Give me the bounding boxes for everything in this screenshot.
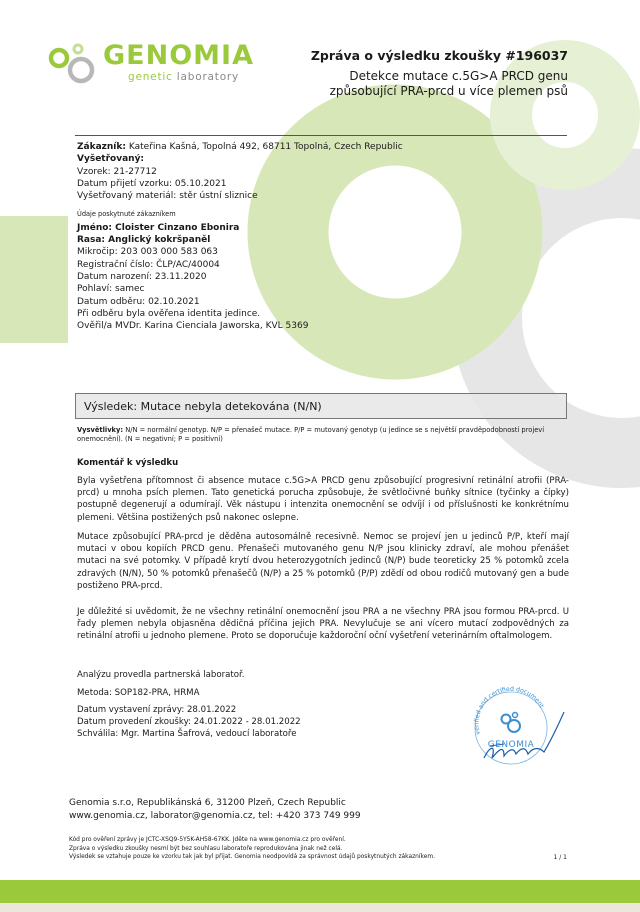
verified-by: Ověřil/a MVDr. Karina Cienciala Jaworska, KVL 5369: [77, 321, 309, 332]
address-line: Genomia s.r.o, Republikánská 6, 31200 Plzeň, Czech Republic: [69, 798, 346, 808]
examined-label: [77, 153, 567, 165]
received-date: Datum přijetí vzorku: 05.10.2021: [77, 178, 227, 189]
customer-label: Zákazník:: [77, 142, 126, 152]
test-dates: Datum provedení zkoušky: 24.01.2022 - 28.01.2022: [77, 717, 301, 728]
dog-name: Jméno: Cloister Cinzano Ebonira: [77, 222, 240, 233]
registration-number: Registrační číslo: ČLP/AC/40004: [77, 259, 220, 270]
footer-beige-strip: [0, 903, 640, 912]
dog-breed: Rasa: Anglický kokršpaněl: [77, 235, 211, 246]
fine-print: [69, 836, 549, 862]
legend-text: N/N = normální genotyp. N/P = přenašeč mutace. P/P = mutovaný genotyp (u jedince se s největší pravděpodobností projeví onemocnění). (N = negativní; P = positivní): [77, 426, 545, 443]
sample-material: Vyšetřovaný materiál: stěr ústní sliznice: [77, 191, 258, 202]
microchip: Mikročip: 203 003 000 583 063: [77, 247, 218, 258]
subtitle-line-1: Detekce mutace c.5G>A PRCD genu: [349, 69, 568, 83]
collection-date: Datum odběru: 02.10.2021: [77, 296, 200, 307]
header-divider: [75, 135, 567, 136]
report-subtitle: [311, 69, 568, 99]
comment-paragraph-3: Je důležité si uvědomit, že ne všechny retinální onemocnění jsou PRA a ne všechny PRA jsou formou PRA-prcd. U řady plemen nebyla objasněna dědičná příčina jejich PRA. Nevylučuje se ani vícero mutací zodpovědných za retinální atrofii u jednoho plemene. Proto se doporučuje každoroční oční vyšetření veterinárním oftalmologem.: [77, 607, 569, 642]
logo-wordmark: GENOMIA: [103, 40, 254, 71]
contact-line: www.genomia.cz, laborator@genomia.cz, tel: +420 373 749 999: [69, 810, 361, 821]
logo-tagline: [128, 71, 239, 83]
subtitle-line-2: způsobující PRA-prcd u více plemen psů: [329, 84, 568, 98]
sample-info: [77, 141, 567, 332]
identity-verified: Při odběru byla ověřena identita jedince.: [77, 308, 261, 319]
tagline-rest: laboratory: [176, 71, 240, 83]
customer-line: [77, 141, 567, 153]
sex: Pohlaví: samec: [77, 284, 145, 295]
logo-circles-icon: [48, 43, 100, 89]
report-title: Zpráva o výsledku zkoušky #196037: [310, 48, 568, 63]
birth-date: Datum narození: 23.11.2020: [77, 271, 207, 282]
report-dates: [77, 704, 301, 741]
certification-stamp: [470, 686, 580, 768]
legend: [77, 426, 569, 444]
stamp-signature-icon: [470, 686, 580, 768]
decorative-green-block: [0, 216, 68, 343]
customer-value: Kateřina Kašná, Topolná 492, 68711 Topolná, Czech Republic: [128, 142, 403, 152]
stamp-logo-text: GENOMIA: [487, 740, 535, 750]
examined-label-text: Vyšetřovaný:: [77, 154, 145, 165]
method: Metoda: SOP182-PRA, HRMA: [77, 688, 200, 698]
report-header: [311, 48, 568, 99]
tagline-accent: genetic: [128, 71, 173, 83]
result-text: Výsledek: Mutace nebyla detekována (N/N): [84, 400, 322, 413]
reproduction-note: Zpráva o výsledku zkoušky nesmí být bez souhlasu laboratoře reprodukována jinak než celá.: [69, 845, 343, 852]
liability-note: Výsledek se vztahuje pouze ke vzorku tak jak byl přijat. Genomia neodpovídá za správnost údajů poskytnutých zákazníkem.: [69, 854, 435, 861]
customer-data-note: Údaje poskytnuté zákazníkem: [77, 210, 176, 219]
approved-by: Schválila: Mgr. Martina Šafrová, vedoucí laboratoře: [77, 729, 297, 740]
stamp-ring-text: verified and certified document: [473, 686, 545, 736]
comment-paragraph-1: Byla vyšetřena přítomnost či absence mutace c.5G>A PRCD genu způsobující progresivní retinální atrofii (PRA-prcd) u mnoha psích plemen. Tato genetická porucha způsobuje, že světločivné buňky sítnice (tyčinky a čípky) postupně degenerují a odumírají. Věk nástupu i intenzita onemocnění se odvíjí i od příslušnosti ke konkrétnímu plemeni. Většina postižených psů nakonec oslepne.: [77, 476, 569, 523]
verification-code-note: Kód pro ověření zprávy je JCTC-XSQ9-5Y5K-AH58-67KK. Jděte na www.genomia.cz pro ověření.: [69, 837, 346, 843]
issue-date: Datum vystavení zprávy: 28.01.2022: [77, 705, 237, 715]
footer-green-band: [0, 880, 640, 903]
comment-heading: Komentář k výsledku: [77, 458, 179, 468]
legend-label: Vysvětlivky:: [77, 426, 124, 434]
page-number: 1 / 1: [553, 854, 567, 861]
company-address: [69, 797, 361, 822]
partner-lab-note: Analýzu provedla partnerská laboratoř.: [77, 670, 245, 680]
genomia-logo: [48, 40, 278, 90]
comment-paragraph-2: Mutace způsobující PRA-prcd je děděna autosomálně recesivně. Nemoc se projeví jen u jedinců P/P, kteří mají mutaci v obou kopiích PRCD genu. Přenašeči mutovaného genu N/P jsou klinicky zdraví, ale mohou přenášet mutaci na své potomky. V případě krytí dvou heterozygotních jedinců (N/P) bude teoreticky 25 % potomků zcela zdravých (N/N), 50 % potomků přenašečů (N/P) a 25 % potomků (P/P) zdědí od obou rodičů mutovaný gen a bude postiženo PRA-prcd.: [77, 532, 569, 591]
sample-number: Vzorek: 21-27712: [77, 166, 157, 177]
result-box: [75, 393, 567, 419]
